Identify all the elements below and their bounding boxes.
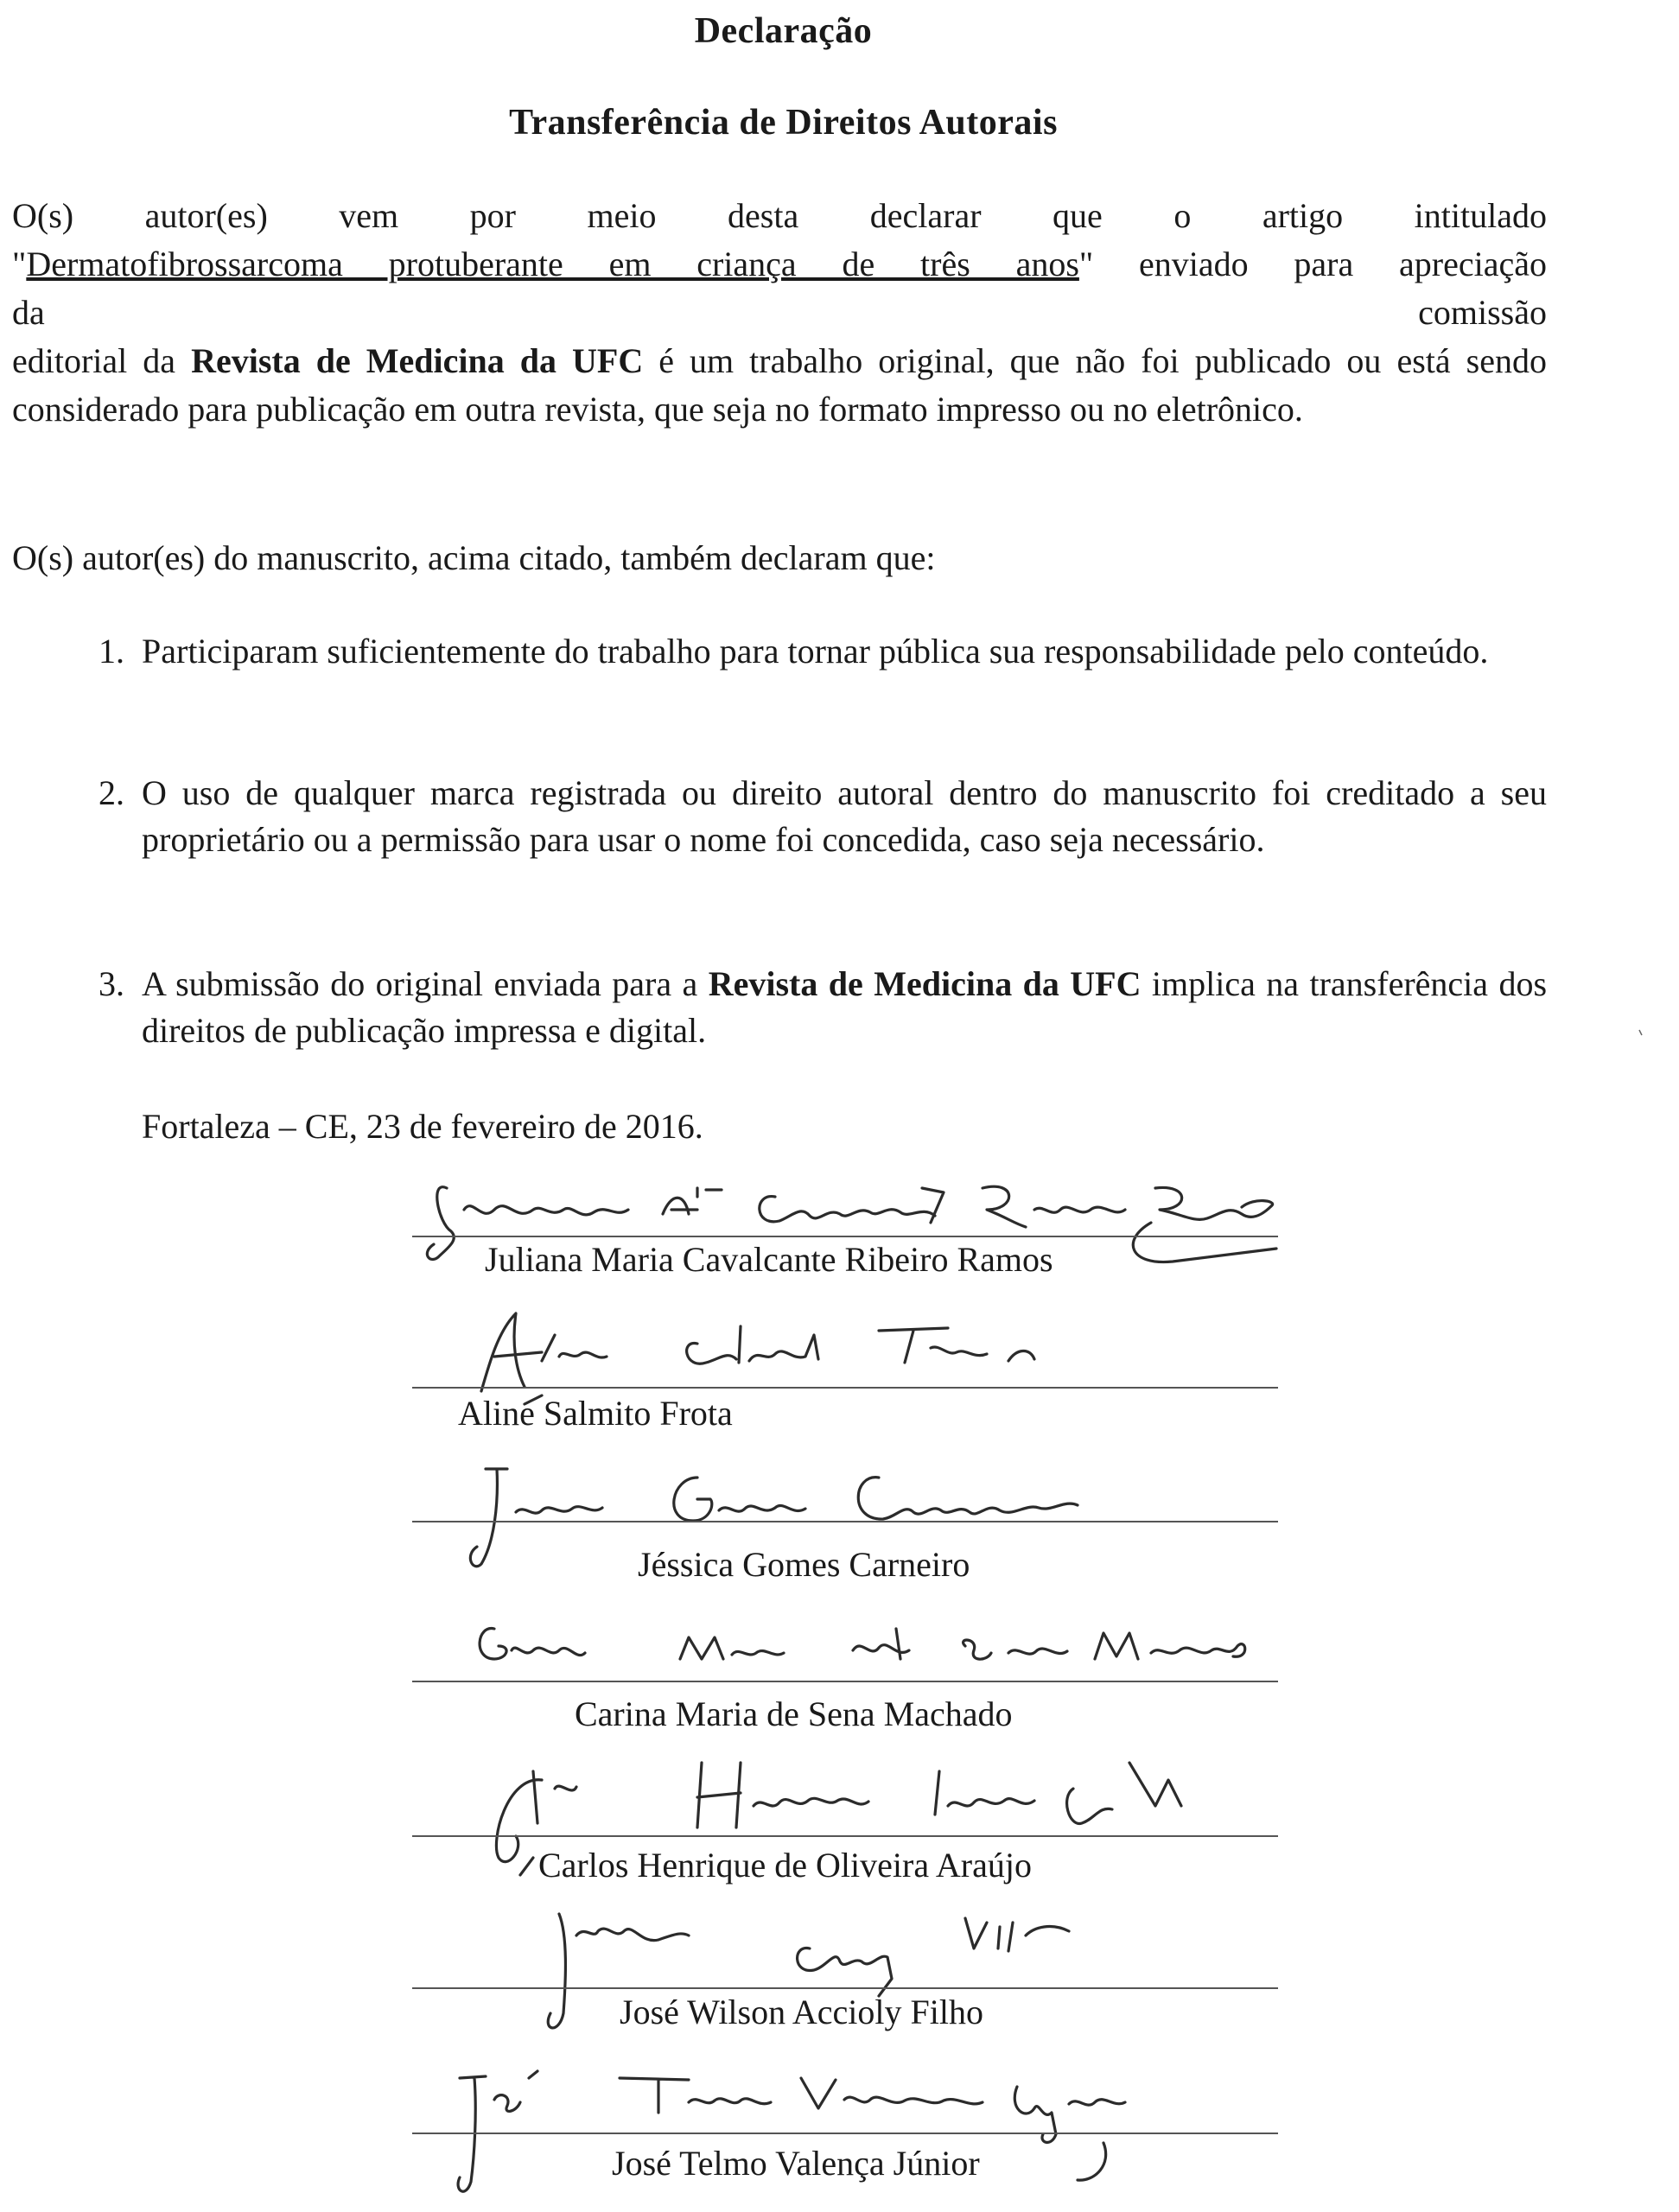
signatory-name: Aline Salmito Frota xyxy=(458,1394,733,1433)
handwritten-signature xyxy=(412,1611,1276,1707)
signature-block xyxy=(0,1166,1679,1322)
signature-line xyxy=(412,1835,1278,1837)
quote-open: " xyxy=(12,245,27,283)
list-item-number: 2. xyxy=(99,773,124,812)
lead-paragraph: O(s) autor(es) do manuscrito, acima citado, também declaram que: xyxy=(12,538,936,577)
intro-line-2-rest: enviado para apreciação xyxy=(1093,245,1548,283)
list-item-number: 3. xyxy=(99,964,124,1003)
list-item-text-post: implica na transferência dos direitos de publicação impressa e digital. xyxy=(142,964,1548,1050)
signature-block xyxy=(0,1460,1679,1616)
signature-block xyxy=(0,1745,1679,1901)
signatory-name: José Wilson Accioly Filho xyxy=(620,1993,983,2031)
list-item-text-pre: A submissão do original enviada para a xyxy=(142,964,709,1003)
list-item-number: 1. xyxy=(99,632,124,671)
handwritten-signature xyxy=(412,1309,1276,1404)
signature-block xyxy=(0,1901,1679,2056)
intro-paragraph xyxy=(12,192,1547,434)
signatory-name: Carina Maria de Sena Machado xyxy=(575,1694,1013,1733)
intro-line-3-left: da xyxy=(12,293,45,332)
signature-line xyxy=(412,2133,1278,2134)
signature-block xyxy=(0,2056,1679,2212)
stray-mark xyxy=(1638,1028,1646,1037)
signature-block xyxy=(0,1611,1679,1767)
intro-line-1: O(s) autor(es) vem por meio desta declarar que o artigo intitulado xyxy=(12,196,1547,235)
document-title: Declaração xyxy=(694,11,873,51)
list-item-text: O uso de qualquer marca registrada ou direito autoral dentro do manuscrito foi creditado a seu proprietário ou a permissão para usar o nome foi concedida, caso seja necessário. xyxy=(142,773,1547,859)
document-subtitle: Transferência de Direitos Autorais xyxy=(509,103,1058,143)
intro-line-4-post: é um trabalho original, que não foi publicado ou está sendo considerado para publicação em outra revista, que seja no formato impresso ou no eletrônico. xyxy=(12,341,1547,429)
intro-line-2 xyxy=(12,240,1547,289)
quote-close: " xyxy=(1078,245,1094,283)
signatory-name: Jéssica Gomes Carneiro xyxy=(638,1545,970,1584)
intro-line-3-right: comissão xyxy=(1418,293,1547,332)
signature-line xyxy=(412,1236,1278,1237)
place-and-date: Fortaleza – CE, 23 de fevereiro de 2016. xyxy=(142,1107,703,1146)
article-title: Dermatofibrossarcoma protuberante em criança de três anos xyxy=(26,245,1079,283)
intro-line-4-pre: editorial da xyxy=(12,341,192,380)
signature-line xyxy=(412,1521,1278,1522)
journal-name: Revista de Medicina da UFC xyxy=(191,341,644,380)
signatory-name: José Telmo Valença Júnior xyxy=(612,2144,980,2183)
intro-line-4 xyxy=(12,341,1547,429)
signature-line xyxy=(412,1681,1278,1682)
signatory-name: Carlos Henrique de Oliveira Araújo xyxy=(538,1846,1032,1885)
signatory-name: Juliana Maria Cavalcante Ribeiro Ramos xyxy=(485,1240,1053,1279)
list-item-text: Participaram suficientemente do trabalho para tornar pública sua responsabilidade pelo conteúdo. xyxy=(142,632,1489,671)
list-item-text xyxy=(142,961,1547,1054)
signature-block xyxy=(0,1313,1679,1469)
intro-line-3 xyxy=(12,289,1547,337)
journal-name: Revista de Medicina da UFC xyxy=(708,964,1142,1003)
signature-line xyxy=(412,1387,1278,1389)
signature-line xyxy=(412,1987,1278,1989)
